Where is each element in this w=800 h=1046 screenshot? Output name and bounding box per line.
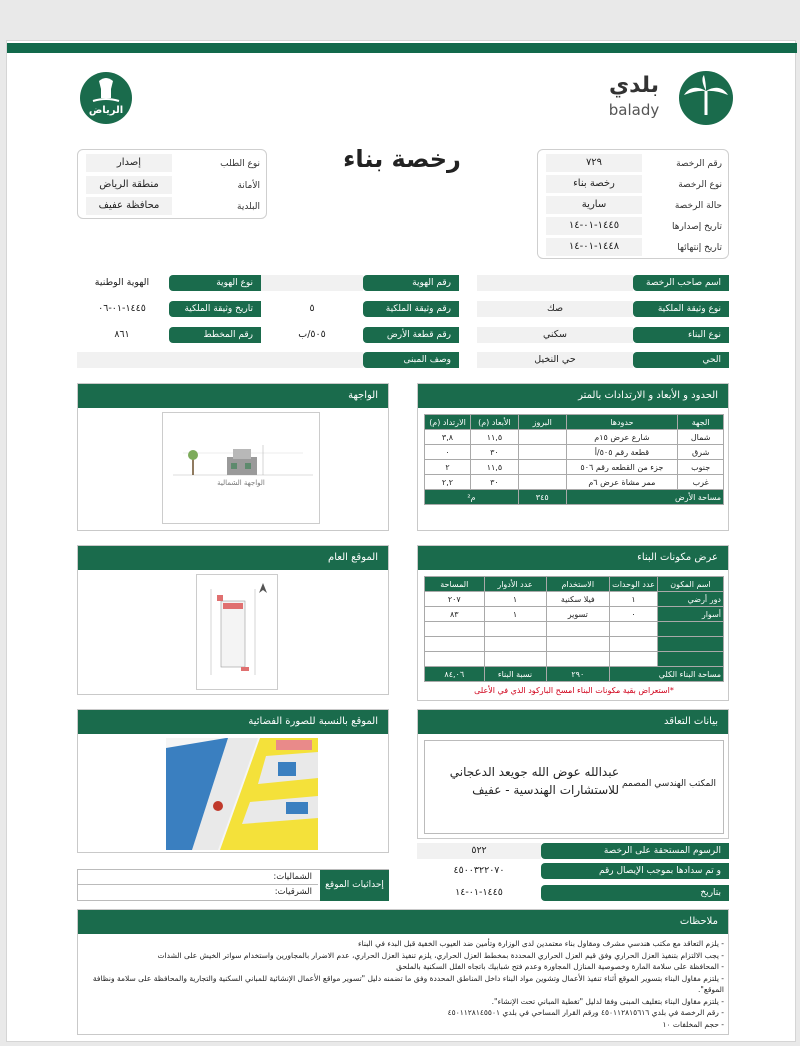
cell: [484, 637, 546, 652]
cell: [425, 652, 485, 667]
value-district: حي النخيل: [477, 352, 633, 368]
label-amanah: الأمانة: [237, 181, 260, 191]
cell: ممر مشاة عرض ٦م: [566, 475, 678, 490]
note-item: - يلتزم مقاول البناء بتغليف المبنى وفقا لدليل "تغطية المباني تحت الإنشاء".: [491, 996, 724, 1006]
value-license-status: سارية: [546, 196, 642, 214]
cell: [484, 622, 546, 637]
cell: ٠: [425, 445, 471, 460]
label-request-type: نوع الطلب: [220, 159, 260, 169]
label-owner-name: اسم صاحب الرخصة: [633, 275, 729, 291]
label-receipt-date: بتاريخ: [541, 885, 729, 901]
coords-label: إحداثيات الموقع: [320, 870, 389, 901]
totals-row: [425, 667, 724, 682]
label-receipt: و تم سدادها بموجب الإيصال رقم: [541, 863, 729, 879]
contract-title: بيانات التعاقد: [418, 710, 728, 734]
label-issue-date: تاريخ إصدارها: [672, 222, 722, 232]
col-usage: الاستخدام: [546, 577, 610, 592]
label-plan-number: رقم المخطط: [169, 327, 261, 343]
cell: قطعة رقم ٥٠٥/أ: [566, 445, 678, 460]
facade-panel: [77, 383, 389, 531]
cell: فيلا سكنية: [546, 592, 610, 607]
cell: [610, 652, 658, 667]
office-name-2: للاستشارات الهندسية - عفيف: [472, 783, 619, 797]
col-units: عدد الوحدات: [610, 577, 658, 592]
boundaries-panel: [417, 383, 729, 531]
label-license-number: رقم الرخصة: [676, 159, 722, 169]
top-color-bar: [7, 43, 797, 53]
label-fees: الرسوم المستحقة على الرخصة: [541, 843, 729, 859]
table-row: [425, 652, 724, 667]
col-side: الجهة: [678, 415, 724, 430]
value-fees: ٥٢٢: [417, 843, 541, 859]
value-license-type: رخصة بناء: [546, 175, 642, 193]
label-expiry-date: تاريخ إنتهائها: [677, 243, 722, 253]
components-panel: [417, 545, 729, 701]
office-name: عبدالله عوض الله جويعد الدعجاني: [449, 765, 619, 779]
palm-logo-icon: [677, 69, 735, 127]
col-floors: عدد الأدوار: [484, 577, 546, 592]
notes-list: [84, 938, 724, 1030]
col-projection: البروز: [518, 415, 566, 430]
cell: [425, 637, 485, 652]
balady-text-ar: بلدي: [608, 73, 660, 98]
value-id-type: الهوية الوطنية: [94, 277, 150, 288]
label-building-desc: وصف المبنى: [363, 352, 459, 368]
cell: [546, 637, 610, 652]
ratio-label: نسبة البناء: [484, 667, 546, 682]
table-row: [425, 475, 724, 490]
cell: أسوار: [657, 607, 723, 622]
col-setback: الارتداد (م): [425, 415, 471, 430]
boundaries-title: الحدود و الأبعاد و الارتدادات بالمتر: [418, 384, 728, 408]
note-item: - المحافظة على سلامة المارة وخصوصية المنازل المجاورة وعدم فتح شبابيك باتجاه الفلل السكنية بالملحق: [396, 962, 724, 971]
cell: شارع عرض ١٥م: [566, 430, 678, 445]
site-title: الموقع العام: [78, 546, 388, 570]
value-building-desc: [77, 352, 363, 368]
label-license-type: نوع الرخصة: [678, 180, 722, 190]
note-item: - يلتزم مقاول البناء بتسوير الموقع أثناء تنفيذ الأعمال وتشوين مواد البناء داخل المناطق المحددة وفق ما تضمنه دليل "تسوير مواقع الأعمال الإنشائية للمباني السكنية والتجارية والمحافظة على سلامة ونظافة الموقع".: [92, 973, 724, 994]
boundaries-table: [424, 414, 724, 505]
cell: ٢: [425, 460, 471, 475]
value-expiry-date: ١٤٤٨-٠١-١٤: [546, 238, 642, 256]
col-area: المساحة: [425, 577, 485, 592]
cell: ١: [484, 607, 546, 622]
cell: ١١,٥: [470, 460, 518, 475]
contract-box: [424, 740, 724, 834]
cell: جزء من القطعه رقم ٥٠٦: [566, 460, 678, 475]
components-note: *استعراض بقية مكونات البناء امسح الباركود الذي في الأعلى: [474, 686, 674, 695]
license-document: [6, 40, 796, 1042]
note-item: - يجب الالتزام بتنفيذ العزل الحراري وفق قيم العزل الحراري المحددة بمخطط العزل الحراري، يلزم تنفيذ العزل الحراري، عدم الاضرار بالمجاورين واستخدام سواتر الخيش على الشدات: [157, 950, 724, 960]
cell: [657, 637, 723, 652]
label-district: الحي: [633, 352, 729, 368]
contract-panel: [417, 709, 729, 839]
cell: ٣٠: [470, 475, 518, 490]
facade-title: الواجهة: [78, 384, 388, 408]
cell: ٨٣: [425, 607, 485, 622]
table-row: [425, 430, 724, 445]
components-title: عرض مكونات البناء: [418, 546, 728, 570]
request-info-box: [77, 149, 267, 219]
notes-panel: [77, 909, 729, 1035]
area-row: [425, 490, 724, 505]
value-owner-name: [477, 275, 633, 291]
note-item: - حجم المخلفات ١٠: [662, 1019, 724, 1029]
satellite-title: الموقع بالنسبة للصورة الفضائية: [78, 710, 388, 734]
area-value: ٣٤٥: [518, 490, 566, 505]
cell: ١١,٥: [470, 430, 518, 445]
cell: [484, 652, 546, 667]
notes-title: ملاحظات: [78, 910, 728, 934]
table-row: [425, 622, 724, 637]
cell: شرق: [678, 445, 724, 460]
value-receipt-date: ١٤٤٥-٠١-١٤: [455, 887, 503, 898]
value-building-type: سكني: [477, 327, 633, 343]
label-deed-type: نوع وثيقة الملكية: [633, 301, 729, 317]
value-license-number: ٧٢٩: [546, 154, 642, 172]
note-item: - رقم الرخصة في بلدي ٤٥٠١١٢٨١٥٦١٦ ورقم القرار المساحي في بلدي ٤٥٠١١٢٨١٤٥٥٠١: [447, 1008, 724, 1017]
table-row: [425, 445, 724, 460]
cell: [518, 475, 566, 490]
ratio-value: ٨٤,٠٦: [425, 667, 485, 682]
table-row: [425, 607, 724, 622]
facade-drawing: [162, 412, 320, 524]
value-request-type: إصدار: [86, 154, 172, 172]
area-label: مساحة الأرض: [566, 490, 723, 505]
coords-box: [77, 869, 389, 901]
label-id-type: نوع الهوية: [169, 275, 261, 291]
label-id-number: رقم الهوية: [363, 275, 459, 291]
total-label: مساحة البناء الكلي: [610, 667, 724, 682]
table-row: [425, 460, 724, 475]
cell: غرب: [678, 475, 724, 490]
balady-logo: [597, 67, 737, 127]
cell: ٣٠: [470, 445, 518, 460]
table-row: [425, 637, 724, 652]
value-plot-number: ٥٠٥/ب: [298, 329, 326, 340]
cell: ٠: [610, 607, 658, 622]
cell: [518, 430, 566, 445]
cell: [425, 622, 485, 637]
site-panel: [77, 545, 389, 695]
cell: [610, 637, 658, 652]
value-deed-type: صك: [477, 301, 633, 317]
balady-text-en: balady: [608, 101, 660, 119]
page-title: رخصة بناء: [343, 145, 461, 173]
cell: ٢,٢: [425, 475, 471, 490]
satellite-panel: [77, 709, 389, 853]
area-unit: م²: [425, 490, 519, 505]
cell: ٢٠٧: [425, 592, 485, 607]
riyadh-seal-logo: [77, 71, 135, 125]
seal-text: الرياض: [88, 105, 124, 116]
cell: [610, 622, 658, 637]
label-deed-date: تاريخ وثيقة الملكية: [169, 301, 261, 317]
label-municipality: البلدية: [237, 202, 260, 212]
label-deed-number: رقم وثيقة الملكية: [363, 301, 459, 317]
cell: [657, 652, 723, 667]
cell: ٣,٨: [425, 430, 471, 445]
col-dimension: الأبعاد (م): [470, 415, 518, 430]
cell: [518, 460, 566, 475]
value-issue-date: ١٤٤٥-٠١-١٤: [546, 217, 642, 235]
facade-caption: الواجهة الشمالية: [217, 479, 265, 487]
value-id-number: [261, 275, 363, 291]
license-info-box: [537, 149, 729, 259]
value-amanah: منطقة الرياض: [86, 176, 172, 194]
col-boundary: حدودها: [566, 415, 678, 430]
value-deed-number: ٥: [309, 303, 315, 314]
components-table: [424, 576, 724, 682]
cell: تسوير: [546, 607, 610, 622]
cell: دور أرضي: [657, 592, 723, 607]
value-receipt: ٤٥٠٠٣٢٢٠٧٠: [453, 865, 505, 876]
value-plan-number: ٨٦١: [114, 329, 130, 340]
cell: [657, 622, 723, 637]
contract-role: المكتب الهندسي المصمم: [621, 779, 716, 789]
total-value: ٢٩٠: [546, 667, 610, 682]
cell: جنوب: [678, 460, 724, 475]
cell: ١: [610, 592, 658, 607]
note-item: - يلزم التعاقد مع مكتب هندسي مشرف ومقاول بناء معتمدين لدى الوزارة وتأمين ضد العيوب الخفية قبل البدء في البناء: [358, 939, 724, 948]
value-municipality: محافظة عفيف: [86, 197, 172, 215]
satellite-image: [166, 738, 318, 850]
cell: [546, 652, 610, 667]
cell: [518, 445, 566, 460]
col-component: اسم المكون: [657, 577, 723, 592]
label-plot-number: رقم قطعة الأرض: [363, 327, 459, 343]
east-label: الشرقيات:: [274, 887, 312, 897]
cell: ١: [484, 592, 546, 607]
site-plan-drawing: [196, 574, 278, 690]
cell: [546, 622, 610, 637]
label-license-status: حالة الرخصة: [674, 201, 722, 211]
label-building-type: نوع البناء: [633, 327, 729, 343]
table-row: [425, 592, 724, 607]
value-deed-date: ١٤٤٥-٠١-٠٦: [98, 303, 146, 314]
north-label: الشماليات:: [78, 870, 318, 885]
cell: شمال: [678, 430, 724, 445]
